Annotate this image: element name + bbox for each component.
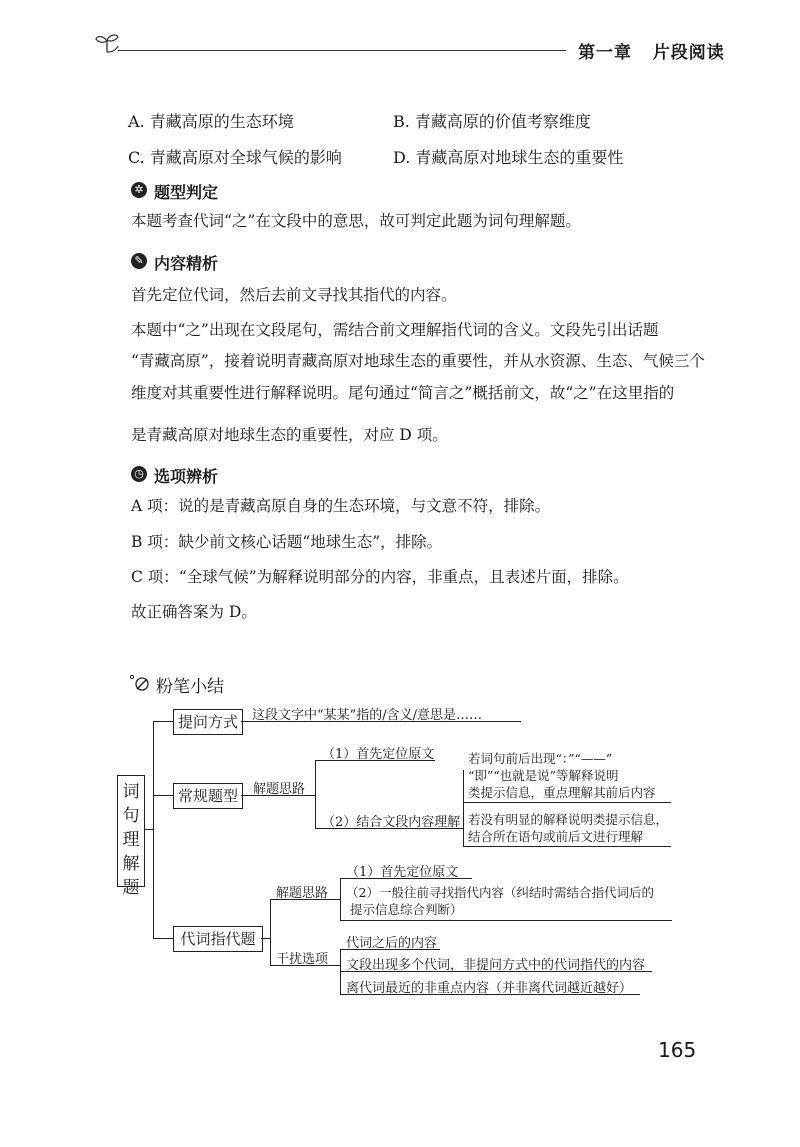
analysis-p1: 首先定位代词，然后去前文寻找其指代的内容。 xyxy=(131,286,457,304)
option-b: B. 青藏高原的价值考察维度 xyxy=(393,112,591,131)
pen-icon: ✎ xyxy=(131,253,147,269)
section-title-type: 题型判定 xyxy=(154,183,219,202)
branch3-line xyxy=(261,938,271,939)
gear-icon: ✲ xyxy=(131,182,147,198)
branch2-connector xyxy=(153,795,173,796)
section-title-options: 选项辨析 xyxy=(154,467,219,486)
note1-underline xyxy=(463,802,671,803)
option-d: D. 青藏高原对地球生态的重要性 xyxy=(393,148,624,167)
pronoun-step2-line1: （2）一般往前寻找指代内容（纠结时需结合指代词后的 xyxy=(346,885,654,900)
chapter-label: 第一章 xyxy=(578,43,632,63)
branch1-connector xyxy=(153,721,173,722)
option-analysis-c: C 项：“全球气候”为解释说明部分的内容，非重点，且表述片面，排除。 xyxy=(131,568,629,586)
branch3-split xyxy=(270,899,271,965)
chalk-icon xyxy=(129,674,151,692)
root-connector xyxy=(145,829,154,830)
type-text: 本题考查代词“之”在文段中的意思，故可判定此题为词句理解题。 xyxy=(131,212,581,230)
root-label: 词句理解题 xyxy=(122,782,140,898)
pronoun-steps-split xyxy=(340,878,341,920)
page-number: 165 xyxy=(658,1038,697,1062)
common-step1: （1）首先定位原文 xyxy=(322,747,435,762)
common-notes-split xyxy=(463,770,464,846)
pronoun-approach-label: 解题思路 xyxy=(276,886,329,901)
pronoun-step1: （1）首先定位原文 xyxy=(346,865,459,880)
branch-question-style: 提问方式 xyxy=(173,709,243,735)
option-analysis-a: A 项：说的是青藏高原自身的生态环境，与文意不符，排除。 xyxy=(131,497,551,515)
branch2-split xyxy=(315,760,316,828)
option-c: C. 青藏高原对全球气候的影响 xyxy=(128,148,342,167)
note2-line2: 结合所在语句或前后文进行理解 xyxy=(468,829,644,844)
note1-line2: “即”“也就是说”等解释说明 xyxy=(468,768,619,783)
sprout-icon xyxy=(94,32,120,54)
option-analysis-b: B 项：缺少前文核心话题“地球生态”，排除。 xyxy=(131,533,443,551)
header-rule xyxy=(118,50,566,51)
note2-line1: 若没有明显的解释说明类提示信息， xyxy=(468,812,669,827)
note2-underline xyxy=(463,846,671,847)
branch3-connector xyxy=(153,938,173,939)
question-style-text: 这段文字中“某某”指的/含义/意思是…… xyxy=(252,708,483,723)
header-title xyxy=(578,38,725,63)
summary-title: 粉笔小结 xyxy=(156,677,224,697)
analysis-p2-line4: 是青藏高原对地球生态的重要性，对应 D 项。 xyxy=(131,426,448,444)
common-approach-label: 解题思路 xyxy=(253,782,306,797)
branch-pronoun-type: 代词指代题 xyxy=(173,926,263,952)
answer-text: 故正确答案为 D。 xyxy=(131,603,257,621)
common-step2: （2）结合文段内容理解 xyxy=(322,815,461,830)
distractor-label: 干扰选项 xyxy=(276,952,329,967)
pronoun-step2-line xyxy=(340,920,672,921)
distractor2: 文段出现多个代词，非提问方式中的代词指代的内容 xyxy=(346,958,646,973)
option-a: A. 青藏高原的生态环境 xyxy=(128,112,294,131)
analysis-p2-line3: 维度对其重要性进行解释说明。尾句通过“简言之”概括前文，故“之”在这里指的 xyxy=(131,384,675,402)
note1-line3: 类提示信息，重点理解其前后内容 xyxy=(468,785,656,800)
clock-icon: ◷ xyxy=(131,466,147,482)
analysis-p2-line1: 本题中“之”出现在文段尾句，需结合前文理解指代词的含义。文段先引出话题 xyxy=(131,321,659,339)
branch-common-type: 常规题型 xyxy=(173,783,243,809)
distractor1: 代词之后的内容 xyxy=(346,936,438,951)
distractor3: 离代词最近的非重点内容（并非离代词越近越好） xyxy=(346,981,633,996)
note1-line1: 若词句前后出现“：”“——” xyxy=(468,751,613,766)
analysis-p2-line2: “青藏高原”，接着说明青藏高原对地球生态的重要性，并从水资源、生态、气候三个 xyxy=(131,352,705,370)
mindmap-root xyxy=(117,775,145,898)
section-title-analysis: 内容精析 xyxy=(154,254,219,273)
section-label: 片段阅读 xyxy=(652,43,725,63)
pronoun-step2-line2: 提示信息综合判断） xyxy=(350,902,463,917)
